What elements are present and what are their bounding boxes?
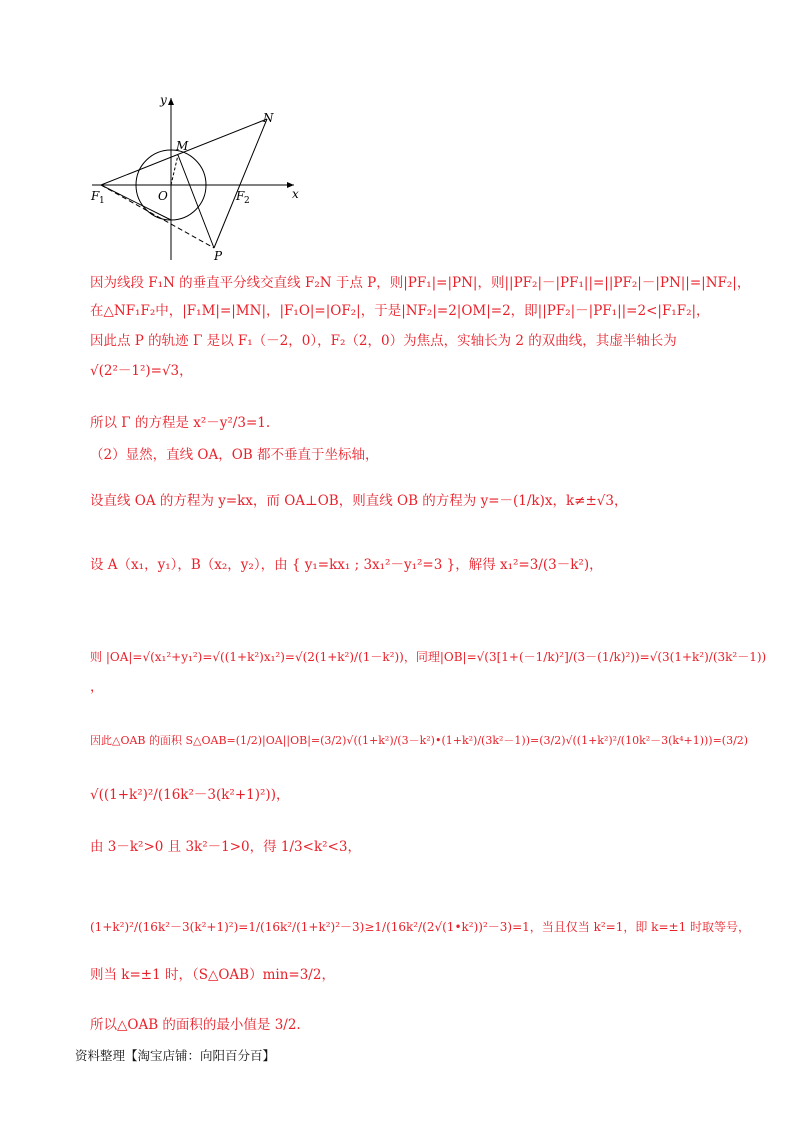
label-f1-sub: 1 (99, 196, 105, 206)
label-x: x (292, 187, 299, 201)
solution-line-16: 所以△OAB 的面积的最小值是 3/2. (90, 1017, 301, 1033)
label-p: P (214, 249, 223, 263)
solution-line-11: 因此△OAB 的面积 S△OAB=(1/2)|OA||OB|=(3/2)√((1+k²)/(3－k²)•(1+k²)/(3k²－1))=(3/2)√((1+k²)²/(10k²－3(k⁴+1)))=(3/2) (90, 734, 749, 747)
label-f2-sub: 2 (244, 196, 250, 206)
label-y: y (160, 93, 167, 107)
label-o: O (158, 189, 168, 203)
solution-line-3: 因此点 P 的轨迹 Γ 是以 F₁（－2，0），F₂（2，0）为焦点，实轴长为 2 的双曲线，其虚半轴长为 (90, 333, 677, 349)
solution-line-6: （2）显然，直线 OA，OB 都不垂直于坐标轴， (90, 447, 379, 463)
segment-m-p (178, 155, 214, 248)
solution-line-13: 由 3－k²>0 且 3k²－1>0，得 1/3<k²<3， (90, 839, 361, 855)
solution-line-15: 则当 k=±1 时，（S△OAB）min=3/2， (90, 967, 335, 983)
solution-line-9: 则 |OA|=√(x₁²+y₁²)=√((1+k²)x₁²)=√(2(1+k²)/(1－k²))，同理|OB|=√(3[1+(－1/k)²]/(3－(1/k)²))=√(3(1+k²)/(3k²－1)) (90, 650, 767, 664)
solution-line-10: ， (90, 679, 104, 695)
solution-line-5: 所以 Γ 的方程是 x²－y²/3=1. (90, 415, 271, 431)
solution-line-1: 因为线段 F₁N 的垂直平分线交直线 F₂N 于点 P，则|PF₁|=|PN|，则||PF₂|－|PF₁||=||PF₂|－|PN||=|NF₂|， (90, 275, 751, 291)
solution-line-4: √(2²－1²)=√3， (90, 363, 193, 379)
segment-n-p (214, 119, 267, 248)
solution-line-7: 设直线 OA 的方程为 y=kx，而 OA⊥OB，则直线 OB 的方程为 y=－(1/k)x，k≠±√3， (90, 493, 628, 509)
label-f1: F (91, 189, 100, 203)
y-axis-arrow (168, 98, 174, 105)
footer-source: 资料整理【淘宝店铺：向阳百分百】 (75, 1048, 276, 1063)
solution-line-12: √((1+k²)²/(16k²－3(k²+1)²))， (90, 787, 290, 803)
label-f2: F (236, 189, 245, 203)
label-n: N (263, 111, 274, 125)
solution-line-2: 在△NF₁F₂中，|F₁M|=|MN|，|F₁O|=|OF₂|，于是|NF₂|=2|OM|=2，即||PF₂|－|PF₁||=2<|F₁F₂|， (90, 303, 710, 319)
geometry-figure (88, 92, 308, 264)
solution-line-14: (1+k²)²/(16k²－3(k²+1)²)=1/(16k²/(1+k²)²－3)≥1/(16k²/(2√(1•k²))²－3)=1，当且仅当 k²=1，即 k=±1 时取等号， (90, 920, 751, 934)
label-m: M (176, 139, 189, 153)
solution-line-8: 设 A（x₁，y₁），B（x₂，y₂），由 { y₁=kx₁ ; 3x₁²－y₁²=3 }，解得 x₁²=3/(3－k²)， (90, 557, 603, 573)
segment-o-m-dashed (171, 155, 178, 185)
